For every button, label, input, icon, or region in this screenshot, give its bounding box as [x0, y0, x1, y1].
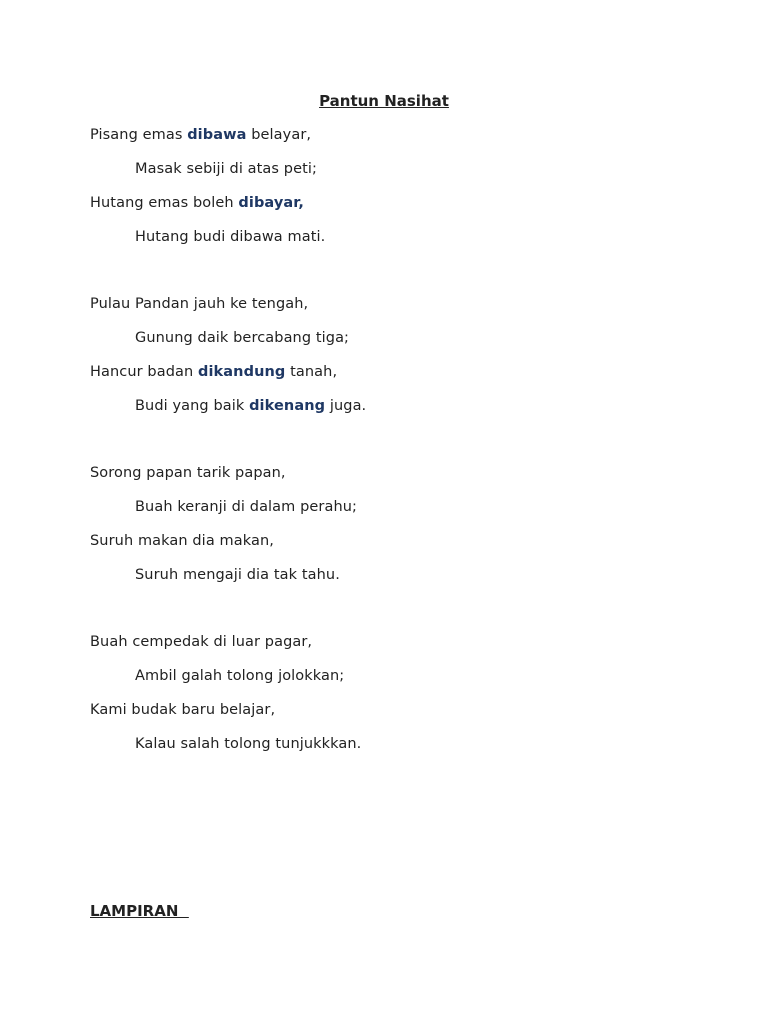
pantun-line: [135, 736, 361, 752]
line-text: Kalau salah tolong tunjukkkan.: [135, 736, 362, 752]
pantun-line: [135, 398, 366, 414]
pantun-line: [135, 567, 340, 583]
line-text: Kami budak baru belajar,: [90, 702, 276, 718]
pantun-line: [90, 364, 337, 380]
pantun-line: [135, 229, 325, 245]
line-text: tanah,: [285, 364, 338, 380]
line-text: Ambil galah tolong jolokkan;: [135, 668, 345, 684]
line-text: Hancur badan: [90, 364, 198, 380]
pantun-line: [90, 195, 304, 211]
line-text: juga.: [325, 398, 367, 414]
line-text: Sorong papan tarik papan,: [90, 465, 286, 481]
line-text: Suruh mengaji dia tak tahu.: [135, 567, 340, 583]
line-text: Hutang emas boleh: [90, 195, 239, 211]
pantun-line: [90, 127, 311, 143]
line-text: Suruh makan dia makan,: [90, 533, 274, 549]
highlighted-word: dikandung: [198, 364, 286, 380]
line-text: Pulau Pandan jauh ke tengah,: [90, 296, 309, 312]
highlighted-word: dibawa: [187, 127, 247, 143]
pantun-line: [90, 296, 308, 312]
pantun-line: [90, 634, 312, 650]
pantun-line: [135, 330, 349, 346]
line-text: Buah keranji di dalam perahu;: [135, 499, 358, 515]
pantun-line: [90, 702, 275, 718]
lampiran-heading: LAMPIRAN: [90, 902, 189, 920]
line-text: Budi yang baik: [135, 398, 250, 414]
line-text: Gunung daik bercabang tiga;: [135, 330, 350, 346]
pantun-line: [90, 465, 286, 481]
pantun-line: [135, 668, 344, 684]
pantun-line: [135, 499, 357, 515]
line-text: Buah cempedak di luar pagar,: [90, 634, 313, 650]
line-text: belayar,: [246, 127, 312, 143]
highlighted-word: dibayar,: [238, 195, 305, 211]
pantun-line: [135, 161, 317, 177]
page-title: Pantun Nasihat: [319, 92, 449, 110]
highlighted-word: dikenang: [249, 398, 326, 414]
line-text: Pisang emas: [90, 127, 188, 143]
pantun-line: [90, 533, 274, 549]
line-text: Hutang budi dibawa mati.: [135, 229, 326, 245]
line-text: Masak sebiji di atas peti;: [135, 161, 318, 177]
